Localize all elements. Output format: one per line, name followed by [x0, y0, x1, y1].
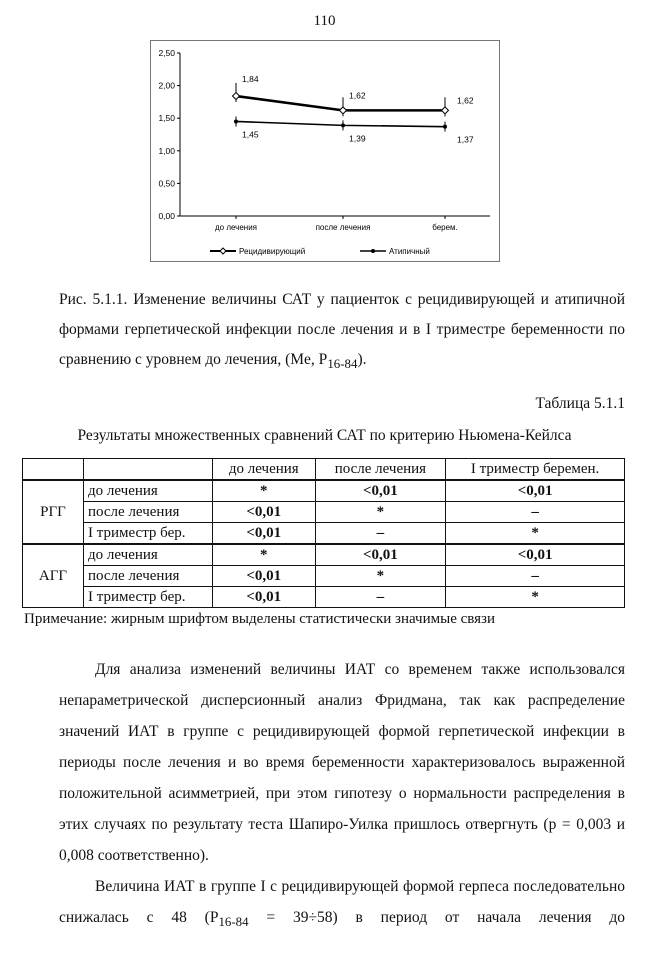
caption-suffix: ). [357, 351, 367, 368]
group-label: АГГ [23, 544, 84, 608]
x-tick-label: берем. [432, 223, 458, 232]
table-note: Примечание: жирным шрифтом выделены статистически значимые связи [24, 611, 496, 627]
series-line [236, 96, 445, 110]
column-header: после лечения [315, 459, 446, 481]
table-row [23, 544, 625, 566]
column-header: I триместр беремен. [446, 459, 625, 481]
x-tick-label: после лечения [315, 223, 371, 232]
header-empty-cell [84, 459, 213, 481]
table-cell: <0,01 [446, 544, 625, 566]
table-cell: <0,01 [446, 480, 625, 502]
table-row [23, 523, 625, 545]
row-label: до лечения [84, 544, 213, 566]
series-lines [233, 74, 474, 145]
data-label: 1,62 [349, 90, 366, 101]
table-cell: – [315, 587, 446, 608]
y-tick-label: 0,50 [158, 178, 175, 189]
caption-subscript: 16-84 [327, 356, 358, 372]
y-axis [158, 48, 180, 221]
table-cell: * [446, 587, 625, 608]
data-label: 1,62 [457, 95, 474, 106]
paragraph-2-end: = 39÷58) в период от начала лечения до [248, 909, 626, 926]
column-header: до лечения [213, 459, 316, 481]
table-cell: * [213, 544, 316, 566]
row-label: I триместр бер. [84, 587, 213, 608]
x-axis [180, 216, 490, 232]
table-cell: – [446, 566, 625, 587]
caption-text: Изменение величины САТ у пациенток с рецидивирующей и атипичной формами герпетической инфекции после лечения и в I триместре беременности по сравнению с уровнем до лечения, (Me, P [59, 291, 626, 368]
table-title: Результаты множественных сравнений САТ по критерию Ньюмена-Кейлса [77, 427, 572, 444]
table-cell: – [315, 523, 446, 545]
table-cell: <0,01 [315, 480, 446, 502]
body-text [59, 654, 625, 937]
data-point-diamond [442, 107, 449, 114]
chart-legend [210, 247, 430, 256]
table-cell: * [213, 480, 316, 502]
legend-label: Рецидивирующий [239, 247, 306, 256]
data-point-diamond [233, 93, 240, 100]
table-cell: <0,01 [213, 587, 316, 608]
y-tick-label: 1,00 [158, 145, 175, 156]
y-tick-label: 1,50 [158, 113, 175, 124]
results-table [22, 458, 625, 608]
table-cell: – [446, 502, 625, 523]
y-tick-label: 0,00 [158, 211, 175, 221]
paragraph-2-start: Величина ИАТ в группе I с рецидивирующей формой герпеса последовательно снижалась с 48 (P [59, 878, 625, 926]
x-tick-label: до лечения [214, 223, 258, 232]
header-empty-cell [23, 459, 84, 481]
data-label: 1,37 [457, 134, 474, 145]
legend-marker [371, 249, 375, 253]
table-row [23, 502, 625, 523]
data-label: 1,84 [242, 74, 259, 85]
table-cell: * [315, 566, 446, 587]
row-label: после лечения [84, 502, 213, 523]
table-cell: * [446, 523, 625, 545]
caption-prefix: Рис. 5.1.1. [59, 291, 128, 308]
paragraph-2 [59, 871, 625, 937]
page-number: 110 [313, 13, 336, 29]
data-label: 1,39 [349, 133, 366, 144]
y-tick-label: 2,00 [158, 80, 175, 91]
series-line [236, 121, 445, 126]
data-point-dot [341, 123, 345, 127]
legend-marker [220, 248, 226, 254]
table-row [23, 587, 625, 608]
data-point-diamond [340, 107, 347, 114]
table-label: Таблица 5.1.1 [535, 395, 625, 412]
table-cell: <0,01 [213, 566, 316, 587]
row-label: после лечения [84, 566, 213, 587]
table-cell: <0,01 [315, 544, 446, 566]
table-cell: <0,01 [213, 502, 316, 523]
table-header-row [23, 459, 625, 481]
results-table-body [23, 459, 625, 608]
row-label: I триместр бер. [84, 523, 213, 545]
table-cell: <0,01 [213, 523, 316, 545]
y-tick-label: 2,50 [158, 48, 175, 58]
paragraph-1: Для анализа изменений величины ИАТ со временем также использовался непараметрической дисперсионный анализ Фридмана, так как распределение значений ИАТ в группе с рецидивирующей формой герпетической инфекции в периоды после лечения и во время беременности характеризовалось выраженной положительной асимметрией, при этом гипотезу о нормальности распределения в этих случаях по результату теста Шапиро-Уилка пришлось отвергнуть (p = 0,003 и 0,008 соответственно). [59, 661, 625, 864]
data-point-dot [443, 125, 447, 129]
legend-label: Атипичный [389, 247, 430, 256]
data-label: 1,45 [242, 129, 259, 140]
line-chart [150, 40, 500, 262]
table-cell: * [315, 502, 446, 523]
row-label: до лечения [84, 480, 213, 502]
figure-caption [59, 285, 625, 379]
group-label: РГГ [23, 480, 84, 544]
data-point-dot [234, 119, 238, 123]
table-row [23, 480, 625, 502]
paragraph-2-subscript: 16-84 [218, 914, 249, 930]
table-row [23, 566, 625, 587]
